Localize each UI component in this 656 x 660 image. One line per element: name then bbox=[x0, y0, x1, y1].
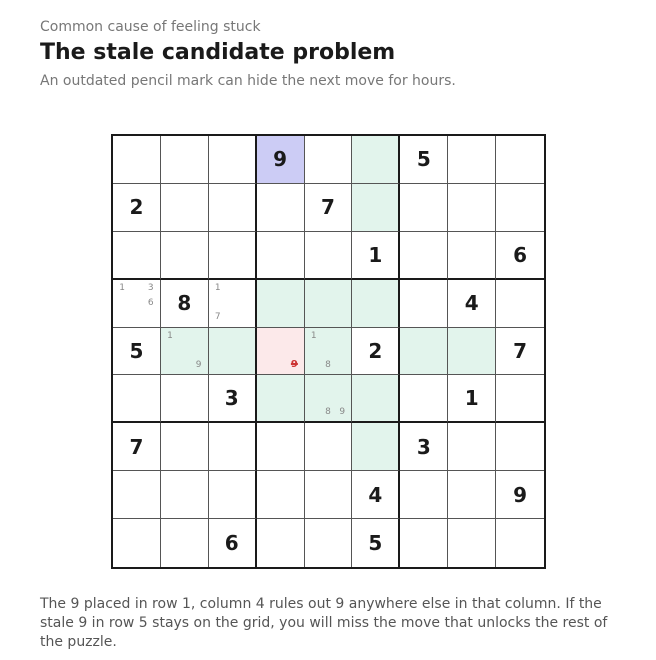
page-title: The stale candidate problem bbox=[40, 40, 396, 65]
grid-cell-r3c6[interactable] bbox=[352, 232, 400, 280]
grid-cell-r7c2[interactable] bbox=[161, 423, 209, 471]
given-digit: 6 bbox=[513, 242, 528, 267]
pencil-mark-3: 3 bbox=[147, 283, 154, 294]
explanation-caption: The 9 placed in row 1, column 4 rules out 9 anywhere else in that column. If the stale 9 in row 5 stays on the grid, you will miss the move that unlocks the rest of the puzzle. bbox=[40, 596, 608, 650]
given-digit: 7 bbox=[513, 338, 528, 363]
grid-cell-r5c8[interactable] bbox=[448, 328, 496, 376]
page-subtitle: An outdated pencil mark can hide the next move for hours. bbox=[40, 73, 456, 89]
grid-cell-r4c6[interactable] bbox=[352, 280, 400, 328]
pencil-mark-1: 1 bbox=[167, 331, 173, 342]
grid-cell-r5c1[interactable] bbox=[113, 328, 161, 376]
given-digit: 5 bbox=[129, 338, 144, 363]
grid-cell-r6c6[interactable] bbox=[352, 375, 400, 423]
grid-cell-r1c5[interactable] bbox=[305, 136, 353, 184]
grid-cell-r5c3[interactable] bbox=[209, 328, 257, 376]
pencil-marks bbox=[307, 330, 350, 373]
grid-cell-r5c5[interactable] bbox=[305, 328, 353, 376]
given-digit: 2 bbox=[129, 195, 144, 220]
given-digit: 8 bbox=[177, 291, 192, 316]
grid-cell-r1c8[interactable] bbox=[448, 136, 496, 184]
grid-cell-r7c1[interactable] bbox=[113, 423, 161, 471]
grid-cell-r2c6[interactable] bbox=[352, 184, 400, 232]
grid-cell-r2c2[interactable] bbox=[161, 184, 209, 232]
given-digit: 2 bbox=[368, 338, 383, 363]
given-digit: 7 bbox=[321, 195, 335, 220]
grid-cell-r1c7[interactable] bbox=[400, 136, 448, 184]
grid-cell-r2c3[interactable] bbox=[209, 184, 257, 232]
grid-cell-r7c9[interactable] bbox=[496, 423, 544, 471]
grid-cell-r4c8[interactable] bbox=[448, 280, 496, 328]
grid-cell-r6c3[interactable] bbox=[209, 375, 257, 423]
grid-cell-r7c8[interactable] bbox=[448, 423, 496, 471]
grid-cell-r5c7[interactable] bbox=[400, 328, 448, 376]
grid-cell-r4c4[interactable] bbox=[257, 280, 305, 328]
pencil-marks bbox=[115, 282, 158, 325]
grid-cell-r8c9[interactable] bbox=[496, 471, 544, 519]
grid-cell-r2c9[interactable] bbox=[496, 184, 544, 232]
grid-cell-r6c7[interactable] bbox=[400, 375, 448, 423]
pencil-marks bbox=[307, 377, 350, 419]
sudoku-board bbox=[111, 134, 546, 569]
stale-pencil-mark: 9 bbox=[290, 359, 298, 371]
pencil-mark-1: 1 bbox=[119, 283, 125, 294]
grid-cell-r3c1[interactable] bbox=[113, 232, 161, 280]
grid-cell-r3c2[interactable] bbox=[161, 232, 209, 280]
grid-cell-r4c9[interactable] bbox=[496, 280, 544, 328]
eyebrow-label: Common cause of feeling stuck bbox=[40, 19, 261, 35]
grid-cell-r7c3[interactable] bbox=[209, 423, 257, 471]
grid-cell-r9c3[interactable] bbox=[209, 519, 257, 567]
grid-cell-r3c5[interactable] bbox=[305, 232, 353, 280]
given-digit: 5 bbox=[416, 147, 431, 172]
grid-cell-r5c4[interactable] bbox=[257, 328, 305, 376]
grid-cell-r4c1[interactable] bbox=[113, 280, 161, 328]
pencil-mark-1: 1 bbox=[310, 331, 317, 342]
given-digit: 6 bbox=[224, 531, 239, 556]
grid-cell-r7c4[interactable] bbox=[257, 423, 305, 471]
grid-cell-r7c6[interactable] bbox=[352, 423, 400, 471]
pencil-mark-1: 1 bbox=[214, 283, 221, 294]
grid-cell-r3c7[interactable] bbox=[400, 232, 448, 280]
grid-cell-r4c7[interactable] bbox=[400, 280, 448, 328]
pencil-mark-6: 6 bbox=[147, 297, 154, 308]
grid-cell-r1c9[interactable] bbox=[496, 136, 544, 184]
grid-cell-r2c8[interactable] bbox=[448, 184, 496, 232]
grid-cell-r6c4[interactable] bbox=[257, 375, 305, 423]
grid-cell-r6c8[interactable] bbox=[448, 375, 496, 423]
grid-cell-r9c1[interactable] bbox=[113, 519, 161, 567]
given-digit: 7 bbox=[129, 434, 144, 459]
grid-cell-r8c2[interactable] bbox=[161, 471, 209, 519]
grid-cell-r5c9[interactable] bbox=[496, 328, 544, 376]
grid-cell-r8c1[interactable] bbox=[113, 471, 161, 519]
given-digit: 3 bbox=[416, 434, 431, 459]
grid-cell-r8c6[interactable] bbox=[352, 471, 400, 519]
grid-cell-r3c9[interactable] bbox=[496, 232, 544, 280]
grid-cell-r8c7[interactable] bbox=[400, 471, 448, 519]
pencil-marks bbox=[259, 330, 302, 373]
grid-cell-r1c4[interactable] bbox=[257, 136, 305, 184]
grid-cell-r3c4[interactable] bbox=[257, 232, 305, 280]
grid-cell-r9c8[interactable] bbox=[448, 519, 496, 567]
grid-cell-r6c2[interactable] bbox=[161, 375, 209, 423]
given-digit: 9 bbox=[273, 147, 288, 172]
grid-cell-r9c7[interactable] bbox=[400, 519, 448, 567]
grid-cell-r3c3[interactable] bbox=[209, 232, 257, 280]
given-digit: 5 bbox=[368, 531, 383, 556]
grid-cell-r9c5[interactable] bbox=[305, 519, 353, 567]
pencil-marks bbox=[163, 330, 206, 373]
grid-cell-r1c1[interactable] bbox=[113, 136, 161, 184]
grid-cell-r2c1[interactable] bbox=[113, 184, 161, 232]
pencil-mark-8: 8 bbox=[325, 359, 331, 370]
grid-cell-r9c6[interactable] bbox=[352, 519, 400, 567]
grid-cell-r4c5[interactable] bbox=[305, 280, 353, 328]
pencil-mark-7: 7 bbox=[214, 311, 221, 322]
grid-cell-r2c5[interactable] bbox=[305, 184, 353, 232]
grid-cell-r8c5[interactable] bbox=[305, 471, 353, 519]
grid-cell-r5c6[interactable] bbox=[352, 328, 400, 376]
given-digit: 1 bbox=[464, 386, 479, 411]
grid-cell-r8c3[interactable] bbox=[209, 471, 257, 519]
grid-cell-r1c2[interactable] bbox=[161, 136, 209, 184]
pencil-mark-8: 8 bbox=[325, 406, 331, 417]
grid-cell-r6c9[interactable] bbox=[496, 375, 544, 423]
given-digit: 4 bbox=[464, 291, 479, 316]
grid-cell-r2c7[interactable] bbox=[400, 184, 448, 232]
given-digit: 9 bbox=[513, 482, 528, 507]
grid-cell-r8c4[interactable] bbox=[257, 471, 305, 519]
grid-cell-r3c8[interactable] bbox=[448, 232, 496, 280]
given-digit: 3 bbox=[224, 386, 239, 411]
pencil-mark-9: 9 bbox=[339, 406, 346, 417]
grid-cell-r5c2[interactable] bbox=[161, 328, 209, 376]
given-digit: 1 bbox=[368, 242, 383, 267]
grid-cell-r4c3[interactable] bbox=[209, 280, 257, 328]
grid-cell-r2c4[interactable] bbox=[257, 184, 305, 232]
given-digit: 4 bbox=[368, 482, 383, 507]
grid-cell-r9c4[interactable] bbox=[257, 519, 305, 567]
grid-cell-r9c2[interactable] bbox=[161, 519, 209, 567]
grid-cell-r6c5[interactable] bbox=[305, 375, 353, 423]
grid-cell-r1c6[interactable] bbox=[352, 136, 400, 184]
pencil-marks bbox=[211, 282, 253, 325]
grid-cell-r1c3[interactable] bbox=[209, 136, 257, 184]
grid-cell-r9c9[interactable] bbox=[496, 519, 544, 567]
grid-cell-r8c8[interactable] bbox=[448, 471, 496, 519]
grid-cell-r4c2[interactable] bbox=[161, 280, 209, 328]
grid-cell-r7c7[interactable] bbox=[400, 423, 448, 471]
grid-cell-r7c5[interactable] bbox=[305, 423, 353, 471]
pencil-mark-9: 9 bbox=[195, 359, 202, 370]
grid-cell-r6c1[interactable] bbox=[113, 375, 161, 423]
